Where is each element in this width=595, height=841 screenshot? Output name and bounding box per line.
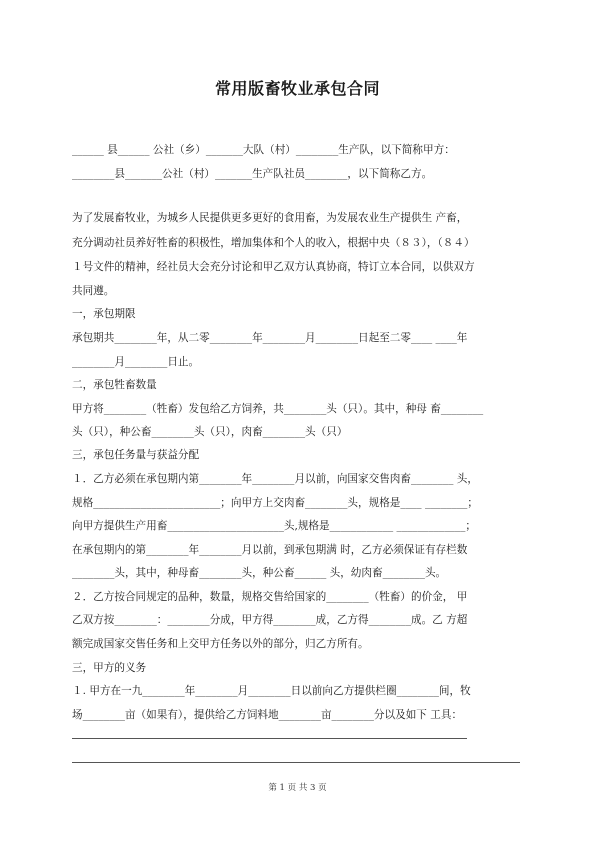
party-a-line: ______ 县______ 公社（乡）_______大队（村）________生产队，以下简称甲方： [72,144,455,156]
section-line: 承包期共________年，从二零________年________月________日起至二零____ ____年 [72,332,468,344]
section-line: 规格________________________；向甲方上交肉畜________头，规格是____ ________； [72,497,478,509]
section-heading: 二，承包牲畜数量 [72,379,157,391]
section-line: ________头，其中，种母畜________头，种公畜______ 头，幼肉畜________头。 [72,567,447,579]
contract-title: 常用版畜牧业承包合同 [214,79,380,98]
party-b-line: ________县_______公社（村）_______生产队社员________，以下简称乙方。 [72,168,433,180]
section-line: 场________亩（如果有），提供给乙方饲料地________亩________分以及如下 工具： [72,709,463,721]
preamble-line: 充分调动社员养好牲畜的积极性，增加集体和个人的收入，根据中央（８３），（８４） [72,237,475,249]
preamble-line: １号文件的精神，经社员大会充分讨论和甲乙双方认真协商，特订立本合同，以供双方 [72,261,475,273]
section-line: ２．乙方按合同规定的品种，数量，规格交售给国家的________（牲畜）的价金， 甲 [72,591,468,603]
section-line: 向甲方提供生产用畜______________________头,规格是____________ _____________； [72,520,476,532]
preamble-line: 共同遵。 [72,285,115,297]
section-line: 额完成国家交售任务和上交甲方任务以外的部分，归乙方所有。 [72,638,369,650]
section-line: １. 甲方在一九________年________月________日以前向乙方提供栏圈________间，牧 [72,685,471,697]
section-line: ________月________日止。 [72,356,200,368]
section-heading: 一，承包期限 [72,308,136,320]
section-heading: 三，承包任务量与获益分配 [72,449,200,461]
section-line: 在承包期内的第________年________月以前，到承包期满 时，乙方必须保证有存栏数 [72,544,468,556]
blank-fill-rule [72,738,467,739]
page-footer: 第 1 页 共 3 页 [268,783,327,793]
section-heading: 三，甲方的义务 [72,662,147,674]
section-line: 甲方将________（牲畜）发包给乙方饲养，共________头（只）。其中，种母 畜________ [72,403,484,415]
section-line: 乙双方按________：________分成，甲方得________成，乙方得________成。乙 方超 [72,614,468,626]
section-line: 头（只），种公畜________头（只），肉畜________头（只） [72,426,348,438]
blank-fill-rule [72,762,520,763]
preamble-line: 为了发展畜牧业，为城乡人民提供更多更好的食用畜，为发展农业生产提供生 产畜， [72,212,468,224]
section-line: １．乙方必须在承包期内第________年________月以前，向国家交售肉畜________ 头， [72,473,478,485]
